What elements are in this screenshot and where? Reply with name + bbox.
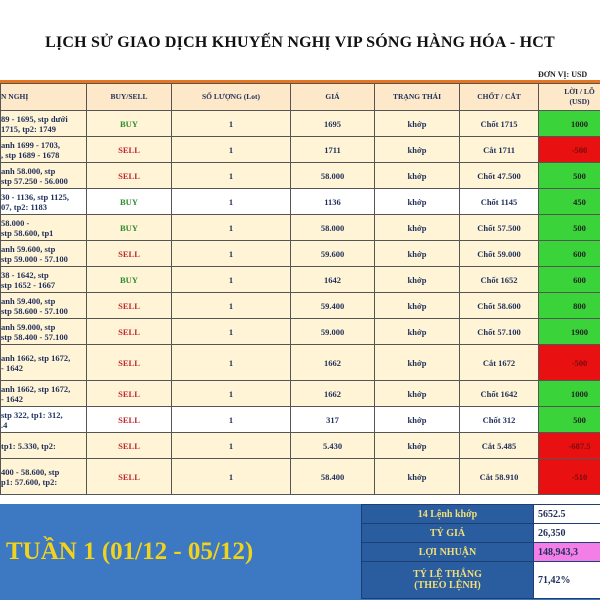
profit-loss-cell: -500 (539, 345, 600, 381)
profit-loss-cell: -500 (539, 137, 600, 163)
recommendation-cell: anh 1662, stp 1672, - 1642 (1, 345, 87, 381)
header-profit-loss: LỜI / LỖ (USD) (539, 84, 600, 111)
recommendation-cell: stp 322, tp1: 312, .4 (1, 407, 87, 433)
side-cell: SELL (87, 381, 172, 407)
table-row (1, 137, 600, 163)
price-cell: 1136 (291, 189, 375, 215)
profit-loss-cell: 1000 (539, 111, 600, 137)
quantity-cell: 1 (172, 433, 291, 459)
header-recommendation: N NGHỊ (1, 84, 87, 111)
table-row (1, 241, 600, 267)
close-cut-cell: Chốt 47.500 (460, 163, 539, 189)
table-row (1, 215, 600, 241)
quantity-cell: 1 (172, 137, 291, 163)
profit-loss-cell: 600 (539, 241, 600, 267)
summary-row (362, 543, 600, 562)
close-cut-cell: Cắt 5.485 (460, 433, 539, 459)
price-cell: 1662 (291, 381, 375, 407)
table-row (1, 433, 600, 459)
close-cut-cell: Chốt 1642 (460, 381, 539, 407)
status-cell: khớp (375, 293, 460, 319)
quantity-cell: 1 (172, 163, 291, 189)
status-cell: khớp (375, 241, 460, 267)
summary-row (362, 562, 600, 599)
summary-row (362, 524, 600, 543)
quantity-cell: 1 (172, 293, 291, 319)
close-cut-cell: Chốt 1652 (460, 267, 539, 293)
price-cell: 1662 (291, 345, 375, 381)
table-row (1, 319, 600, 345)
close-cut-cell: Cắt 1711 (460, 137, 539, 163)
status-cell: khớp (375, 189, 460, 215)
recommendation-cell: 30 - 1136, stp 1125, 07, tp2: 1183 (1, 189, 87, 215)
price-cell: 317 (291, 407, 375, 433)
side-cell: SELL (87, 293, 172, 319)
recommendation-cell: anh 1699 - 1703, , stp 1689 - 1678 (1, 137, 87, 163)
quantity-cell: 1 (172, 267, 291, 293)
side-cell: SELL (87, 137, 172, 163)
table-row (1, 189, 600, 215)
price-cell: 59.000 (291, 319, 375, 345)
table-row (1, 381, 600, 407)
side-cell: BUY (87, 111, 172, 137)
price-cell: 58.000 (291, 163, 375, 189)
profit-loss-cell: 500 (539, 215, 600, 241)
close-cut-cell: Chốt 57.100 (460, 319, 539, 345)
status-cell: khớp (375, 433, 460, 459)
recommendation-cell: 38 - 1642, stp stp 1652 - 1667 (1, 267, 87, 293)
price-cell: 58.400 (291, 459, 375, 495)
recommendation-cell: tp1: 5.330, tp2: (1, 433, 87, 459)
status-cell: khớp (375, 345, 460, 381)
profit-loss-cell: -510 (539, 459, 600, 495)
table-row (1, 345, 600, 381)
status-cell: khớp (375, 319, 460, 345)
quantity-cell: 1 (172, 345, 291, 381)
price-cell: 59.600 (291, 241, 375, 267)
status-cell: khớp (375, 407, 460, 433)
recommendation-cell: 89 - 1695, stp dưới 1715, tp2: 1749 (1, 111, 87, 137)
close-cut-cell: Cắt 1672 (460, 345, 539, 381)
price-cell: 1711 (291, 137, 375, 163)
close-cut-cell: Chốt 57.500 (460, 215, 539, 241)
price-cell: 5.430 (291, 433, 375, 459)
side-cell: SELL (87, 345, 172, 381)
table-row (1, 459, 600, 495)
summary-table (361, 504, 600, 599)
table-row (1, 111, 600, 137)
side-cell: SELL (87, 433, 172, 459)
summary-label-orders: 14 Lệnh khớp (362, 505, 534, 524)
side-cell: BUY (87, 267, 172, 293)
status-cell: khớp (375, 111, 460, 137)
table-row (1, 407, 600, 433)
recommendation-cell: anh 59.600, stp stp 59.000 - 57.100 (1, 241, 87, 267)
profit-loss-cell: 1900 (539, 319, 600, 345)
table-header-row (1, 84, 600, 111)
quantity-cell: 1 (172, 215, 291, 241)
header-status: TRẠNG THÁI (375, 84, 460, 111)
recommendation-cell: anh 59.000, stp stp 58.400 - 57.100 (1, 319, 87, 345)
summary-value-win-rate: 71,42% (534, 562, 600, 599)
quantity-cell: 1 (172, 381, 291, 407)
status-cell: khớp (375, 267, 460, 293)
page-title: LỊCH SỬ GIAO DỊCH KHUYẾN NGHỊ VIP SÓNG HÀNG HÓA - HCT (45, 34, 555, 51)
summary-row (362, 505, 600, 524)
profit-loss-cell: 800 (539, 293, 600, 319)
close-cut-cell: Chốt 59.000 (460, 241, 539, 267)
profit-loss-cell: 500 (539, 407, 600, 433)
profit-loss-cell: 1000 (539, 381, 600, 407)
side-cell: SELL (87, 459, 172, 495)
side-cell: SELL (87, 163, 172, 189)
recommendation-cell: 400 - 58.600, stp p1: 57.600, tp2: (1, 459, 87, 495)
recommendation-cell: anh 1662, stp 1672, - 1642 (1, 381, 87, 407)
status-cell: khớp (375, 459, 460, 495)
side-cell: SELL (87, 407, 172, 433)
table-row (1, 293, 600, 319)
price-cell: 1642 (291, 267, 375, 293)
close-cut-cell: Chốt 1715 (460, 111, 539, 137)
quantity-cell: 1 (172, 407, 291, 433)
status-cell: khớp (375, 215, 460, 241)
side-cell: SELL (87, 241, 172, 267)
close-cut-cell: Chốt 1145 (460, 189, 539, 215)
quantity-cell: 1 (172, 241, 291, 267)
close-cut-cell: Chốt 312 (460, 407, 539, 433)
price-cell: 59.400 (291, 293, 375, 319)
unit-label: ĐƠN VỊ: USD (538, 70, 588, 79)
summary-value-orders: 5652.5 (534, 505, 600, 524)
trade-history-table (0, 83, 600, 495)
quantity-cell: 1 (172, 111, 291, 137)
price-cell: 1695 (291, 111, 375, 137)
header-quantity: SỐ LƯỢNG (Lot) (172, 84, 291, 111)
week-label: TUẦN 1 (01/12 - 05/12) (6, 538, 254, 565)
status-cell: khớp (375, 163, 460, 189)
header-price: GIÁ (291, 84, 375, 111)
header-buy-sell: BUY/SELL (87, 84, 172, 111)
side-cell: BUY (87, 189, 172, 215)
status-cell: khớp (375, 137, 460, 163)
status-cell: khớp (375, 381, 460, 407)
profit-loss-cell: 450 (539, 189, 600, 215)
quantity-cell: 1 (172, 319, 291, 345)
profit-loss-cell: 600 (539, 267, 600, 293)
summary-label-profit: LỢI NHUẬN (362, 543, 534, 562)
quantity-cell: 1 (172, 189, 291, 215)
side-cell: SELL (87, 319, 172, 345)
profit-loss-cell: 500 (539, 163, 600, 189)
side-cell: BUY (87, 215, 172, 241)
summary-label-exchange-rate: TỶ GIÁ (362, 524, 534, 543)
summary-value-exchange-rate: 26,350 (534, 524, 600, 543)
summary-value-profit: 148,943,3 (534, 543, 600, 562)
recommendation-cell: 58.000 - stp 58.600, tp1 (1, 215, 87, 241)
quantity-cell: 1 (172, 459, 291, 495)
recommendation-cell: anh 58.000, stp stp 57.250 - 56.000 (1, 163, 87, 189)
close-cut-cell: Chốt 58.600 (460, 293, 539, 319)
profit-loss-cell: -687.5 (539, 433, 600, 459)
table-row (1, 163, 600, 189)
summary-label-win-rate: TỶ LỆ THẮNG (THEO LỆNH) (362, 562, 534, 599)
price-cell: 58.000 (291, 215, 375, 241)
table-row (1, 267, 600, 293)
close-cut-cell: Cắt 58.910 (460, 459, 539, 495)
header-close-cut: CHỐT / CẮT (460, 84, 539, 111)
recommendation-cell: anh 59.400, stp stp 58.600 - 57.100 (1, 293, 87, 319)
